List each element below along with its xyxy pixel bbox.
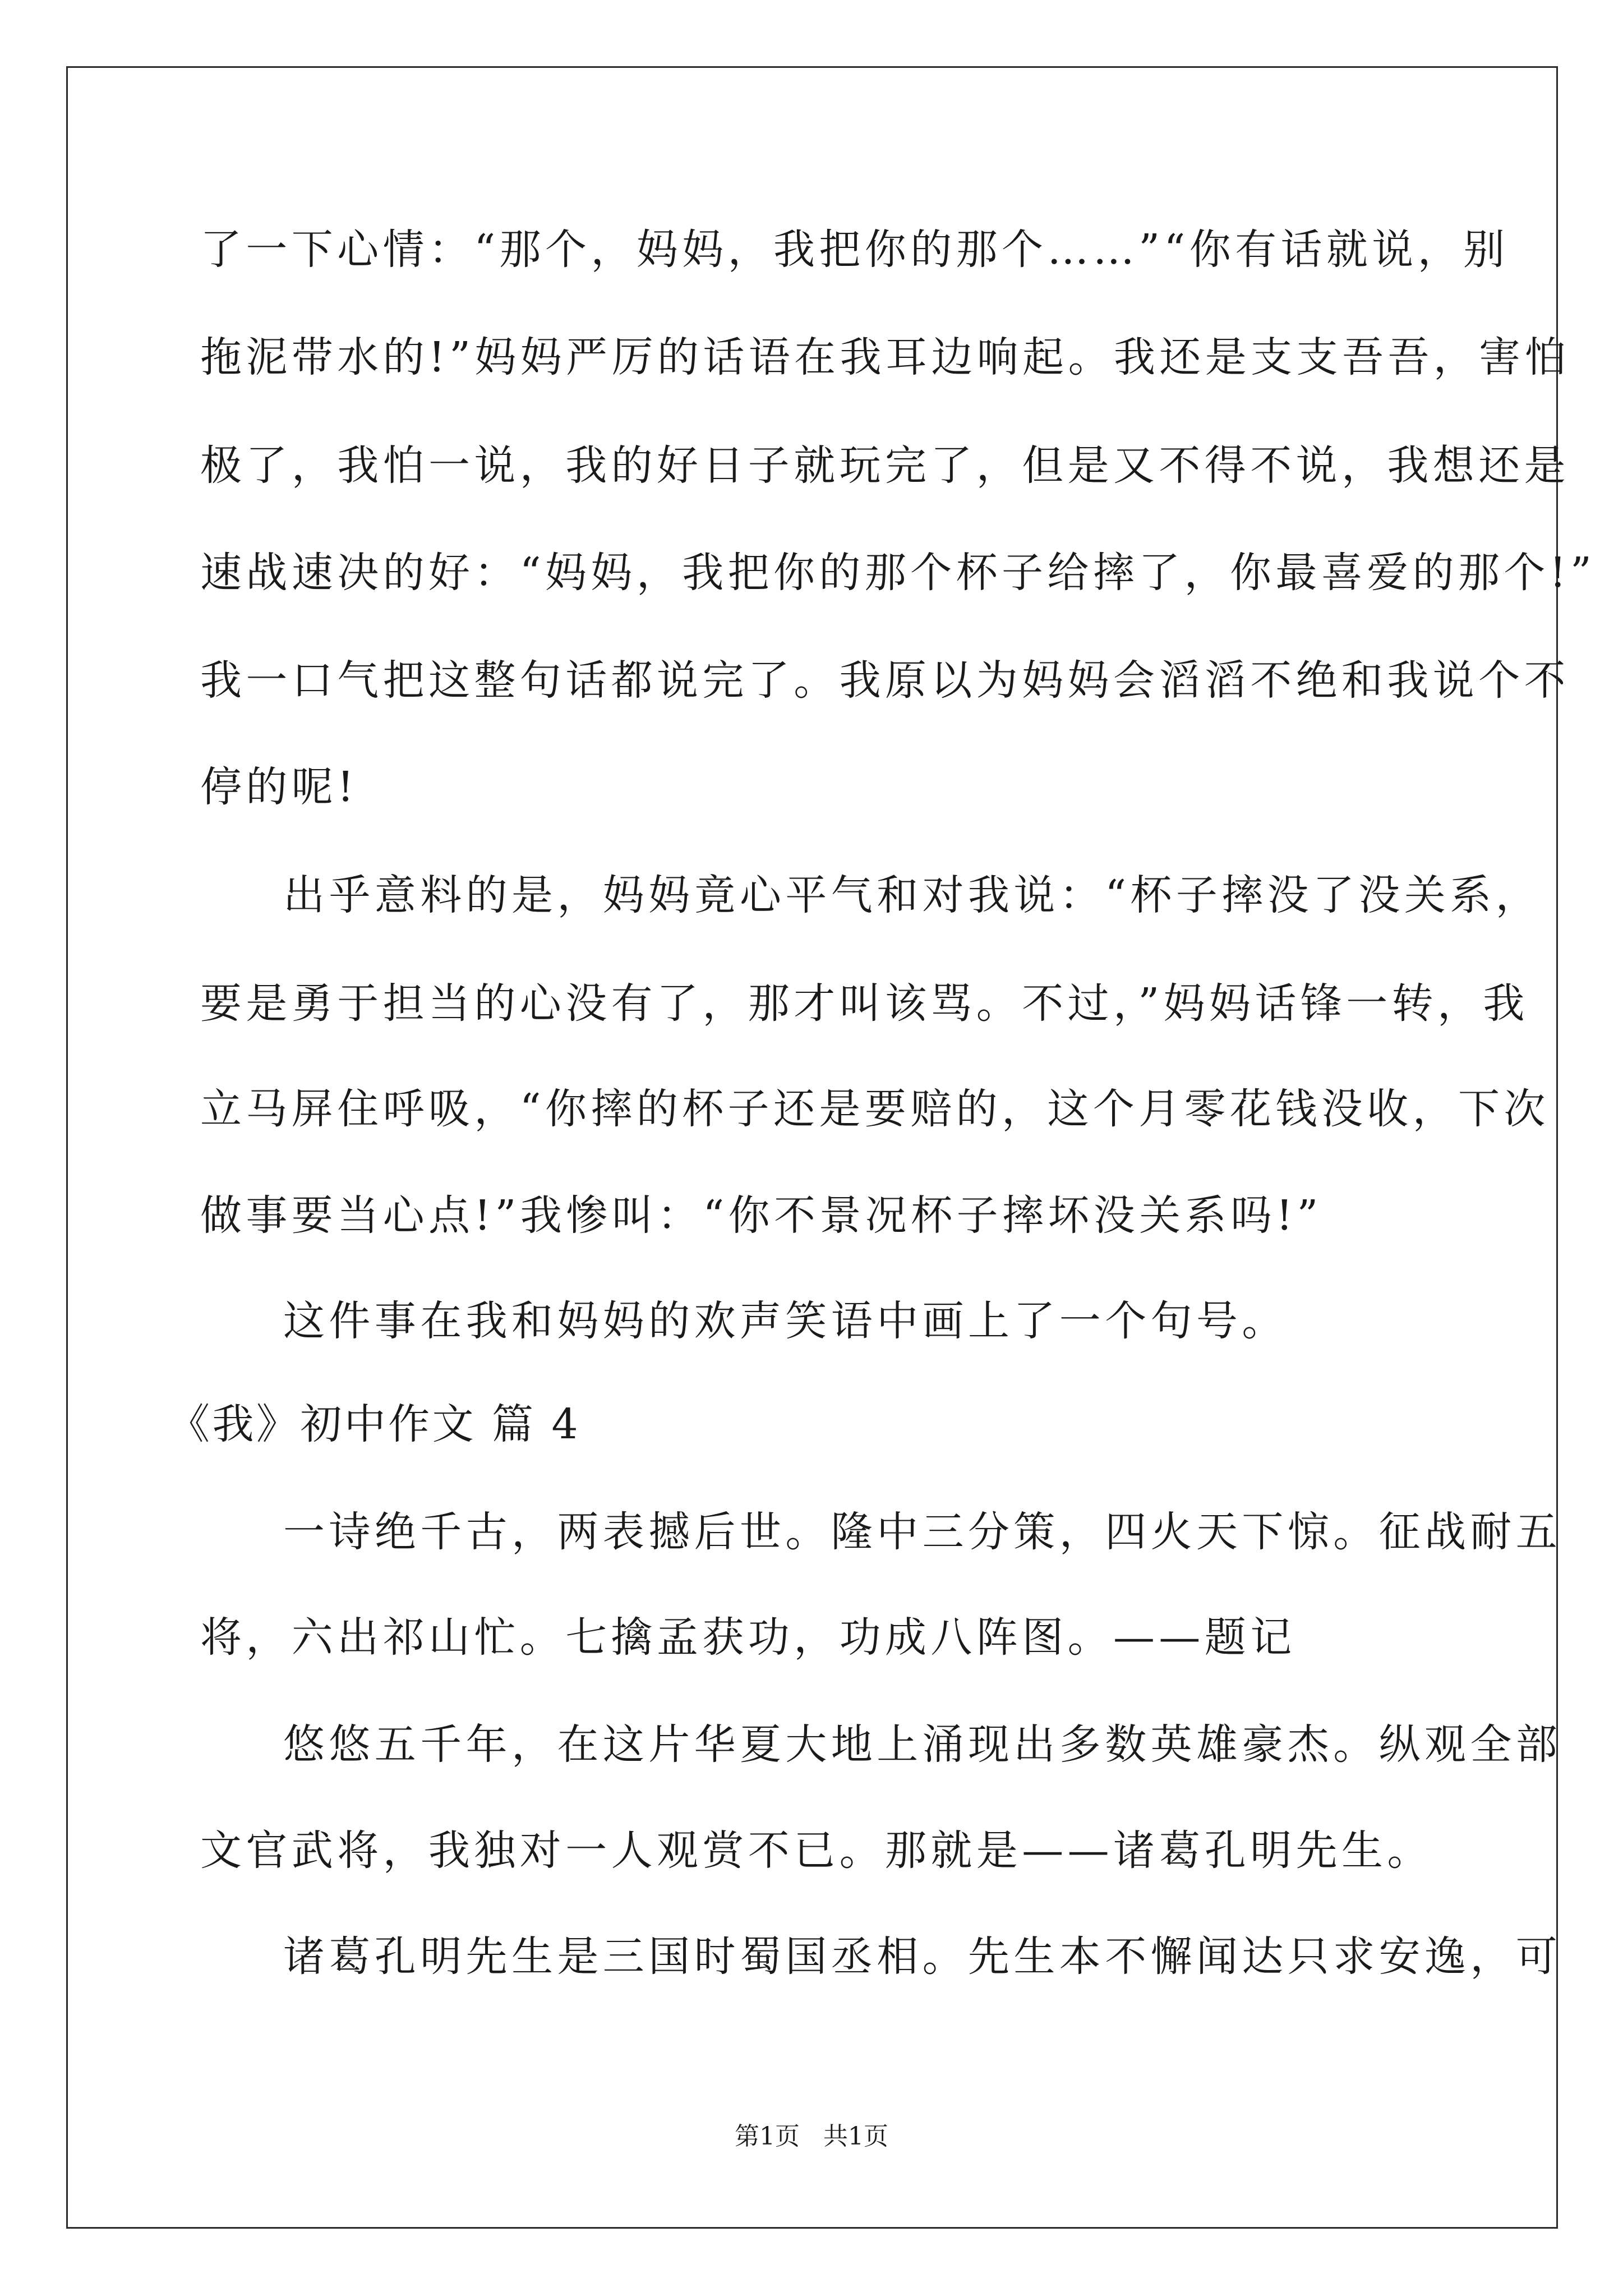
text-line: 速战速决的好：“妈妈，我把你的那个杯子给摔了，你最喜爱的那个!” <box>200 549 1596 597</box>
paragraph-first-line: 诸葛孔明先生是三国时蜀国丞相。先生本不懈闻达只求安逸，可 <box>283 1932 1562 1981</box>
page-footer: 第1页 共1页 <box>735 2122 888 2151</box>
text-line: 将，六出祁山忙。七擒孟获功，功成八阵图。——题记 <box>200 1613 1296 1662</box>
paragraph-first-line: 一诗绝千古，两表撼后世。隆中三分策，四火天下惊。征战耐五 <box>283 1508 1562 1556</box>
text-line: 做事要当心点!”我惨叫：“你不景况杯子摔坏没关系吗!” <box>200 1191 1322 1240</box>
text-line: 停的呢! <box>200 763 358 811</box>
text-line: 极了，我怕一说，我的好日子就玩完了，但是又不得不说，我想还是 <box>200 441 1570 490</box>
text-line: 了一下心情：“那个，妈妈，我把你的那个……”“你有话就说，别 <box>200 226 1509 274</box>
text-line: 立马屏住呼吸，“你摔的杯子还是要赔的，这个月零花钱没收，下次 <box>200 1085 1550 1133</box>
paragraph-first-line: 出乎意料的是，妈妈竟心平气和对我说：“杯子摔没了没关系， <box>283 871 1542 919</box>
section-heading: 《我》初中作文 篇 4 <box>168 1400 580 1448</box>
paragraph-first-line: 悠悠五千年，在这片华夏大地上涌现出多数英雄豪杰。纵观全部 <box>283 1720 1562 1769</box>
text-line: 要是勇于担当的心没有了，那才叫该骂。不过，”妈妈话锋一转，我 <box>200 979 1529 1028</box>
text-line: 拖泥带水的!”妈妈严厉的话语在我耳边响起。我还是支支吾吾，害怕 <box>200 333 1570 381</box>
text-line: 我一口气把这整句话都说完了。我原以为妈妈会滔滔不绝和我说个不 <box>200 656 1570 705</box>
paragraph-first-line: 这件事在我和妈妈的欢声笑语中画上了一个句号。 <box>283 1297 1288 1345</box>
page-border <box>66 66 1558 2229</box>
text-line: 文官武将，我独对一人观赏不已。那就是——诸葛孔明先生。 <box>200 1826 1433 1875</box>
